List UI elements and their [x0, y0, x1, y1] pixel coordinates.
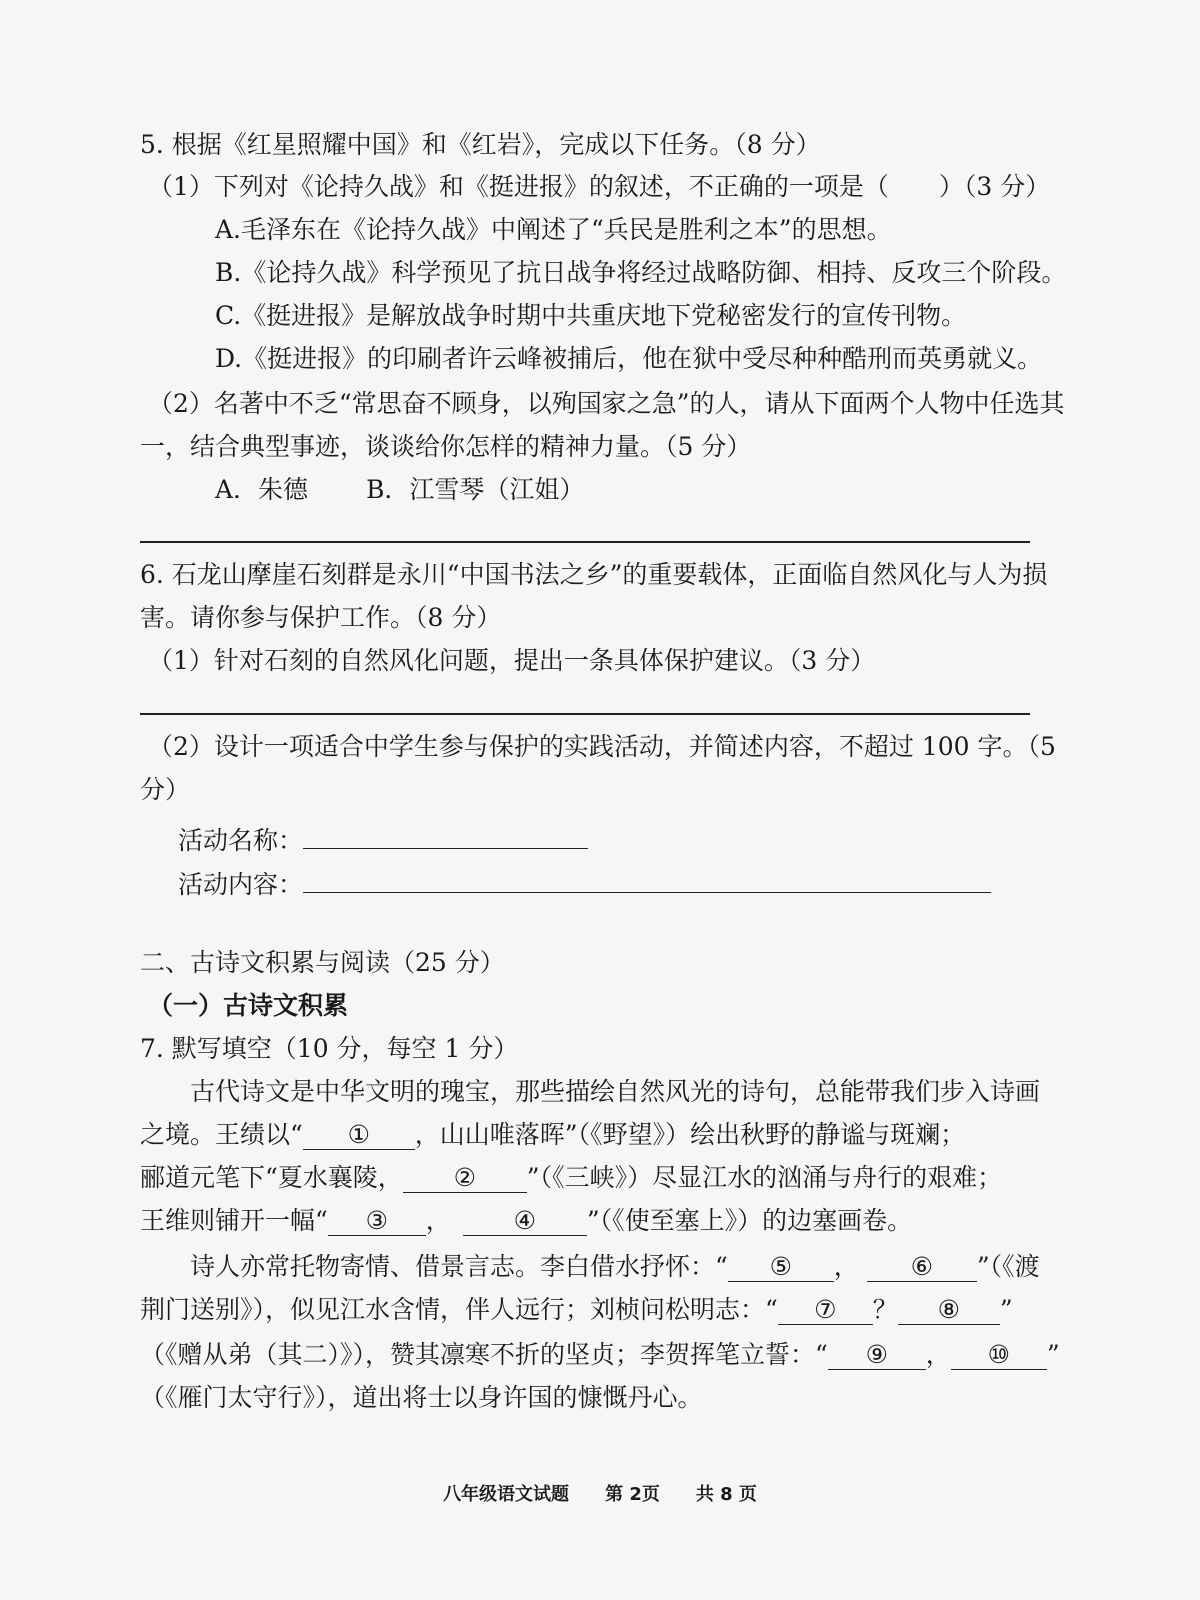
- blank-4[interactable]: ④: [463, 1205, 587, 1236]
- blank-3[interactable]: ③: [328, 1205, 426, 1236]
- q6-sub2-line1: （2）设计一项适合中学生参与保护的实践活动，并简述内容，不超过 100 字。（5: [148, 732, 1056, 761]
- q5-title: 5. 根据《红星照耀中国》和《红岩》，完成以下任务。（8 分）: [140, 130, 821, 159]
- q7-p2-l1: [190, 1250, 1200, 1284]
- activity-content-label: 活动内容：: [178, 870, 304, 899]
- blank-5[interactable]: ⑤: [728, 1251, 834, 1282]
- text-segment: ”: [999, 1295, 1013, 1324]
- activity-name-row: [178, 818, 1200, 858]
- text-segment: ”: [1046, 1340, 1060, 1369]
- blank-2[interactable]: ②: [403, 1162, 527, 1193]
- q6-line1: 6. 石龙山摩崖石刻群是永川“中国书法之乡”的重要载体，正面临自然风化与人为损: [140, 560, 1048, 589]
- footer-subject: 八年级语文试题: [443, 1484, 570, 1505]
- q7-title: 7. 默写填空（10 分，每空 1 分）: [140, 1034, 519, 1063]
- choice-b: B．江雪琴（江姐）: [366, 475, 585, 504]
- q7-p1-l2: [140, 1118, 1200, 1152]
- text-segment: 之境。王绩以“: [140, 1120, 303, 1149]
- q7-p2-l4: （《雁门太守行》），道出将士以身许国的慷慨丹心。: [140, 1383, 703, 1412]
- footer-total: 共 8 页: [695, 1484, 757, 1505]
- text-segment: ”（《使至塞上》）的边塞画卷。: [586, 1206, 913, 1235]
- text-segment: ，: [425, 1206, 451, 1235]
- answer-line-q6-1[interactable]: [140, 713, 1030, 715]
- q6-line2: 害。请你参与保护工作。（8 分）: [140, 603, 502, 632]
- footer-page: 第 2页: [605, 1484, 660, 1505]
- q7-p1-l4: [140, 1204, 1200, 1238]
- q5-sub2-line2: 一，结合典型事迹，谈谈给你怎样的精神力量。（5 分）: [140, 432, 752, 461]
- page-footer: [0, 1480, 1200, 1506]
- q5-option-d: D.《挺进报》的印刷者许云峰被捕后，他在狱中受尽种种酷刑而英勇就义。: [215, 344, 1043, 373]
- text-segment: ，: [833, 1252, 859, 1281]
- q5-choices: [215, 473, 1200, 507]
- q6-sub1: （1）针对石刻的自然风化问题，提出一条具体保护建议。（3 分）: [148, 646, 876, 675]
- text-segment: 郦道元笔下“夏水襄陵，: [140, 1163, 403, 1192]
- activity-content-row: [178, 862, 1200, 902]
- q7-p2-l2: [140, 1293, 1200, 1327]
- text-segment: ”（《渡: [976, 1252, 1040, 1281]
- answer-line-q5[interactable]: [140, 541, 1030, 543]
- text-segment: 诗人亦常托物寄情、借景言志。李白借水抒怀：“: [190, 1252, 728, 1281]
- blank-8[interactable]: ⑧: [898, 1294, 1000, 1325]
- choice-a: A．朱德: [215, 475, 309, 504]
- blank-7[interactable]: ⑦: [778, 1294, 873, 1325]
- q7-p1-l1: 古代诗文是中华文明的瑰宝，那些描绘自然风光的诗句，总能带我们步入诗画: [190, 1077, 1041, 1106]
- q5-sub2-line1: （2）名著中不乏“常思奋不顾身，以殉国家之急”的人，请从下面两个人物中任选其: [148, 389, 1065, 418]
- q7-p1-l3: [140, 1161, 1200, 1195]
- text-segment: （《赠从弟（其二）》），赞其凛寒不折的坚贞；李贺挥笔立誓：“: [140, 1340, 828, 1369]
- q5-option-c: C.《挺进报》是解放战争时期中共重庆地下党秘密发行的宣传刊物。: [215, 301, 967, 330]
- blank-6[interactable]: ⑥: [867, 1251, 977, 1282]
- q5-sub1: [148, 170, 1200, 204]
- text-segment: ”（《三峡》）尽显江水的汹涌与舟行的艰难；: [526, 1163, 1003, 1192]
- blank-10[interactable]: ⑩: [951, 1339, 1047, 1370]
- text-segment: ，: [925, 1340, 951, 1369]
- q5-option-b: B.《论持久战》科学预见了抗日战争将经过战略防御、相持、反攻三个阶段。: [215, 258, 1067, 287]
- q7-p2-l3: [140, 1338, 1200, 1372]
- section2-title: 二、古诗文积累与阅读（25 分）: [140, 948, 505, 977]
- q5-sub1-text: （1）下列对《论持久战》和《挺进报》的叙述，不正确的一项是（ ）（3 分）: [148, 172, 1051, 201]
- blank-1[interactable]: ①: [303, 1119, 415, 1150]
- section2-part1: （一）古诗文积累: [148, 991, 349, 1020]
- blank-9[interactable]: ⑨: [828, 1339, 926, 1370]
- activity-name-blank[interactable]: [303, 818, 588, 849]
- text-segment: ，山山唯落晖”（《野望》）绘出秋野的静谧与斑斓；: [414, 1120, 966, 1149]
- activity-name-label: 活动名称：: [178, 826, 304, 855]
- text-segment: ？: [872, 1295, 898, 1324]
- q6-sub2-line2: 分）: [140, 775, 191, 804]
- text-segment: 王维则铺开一幅“: [140, 1206, 328, 1235]
- q5-option-a: A.毛泽东在《论持久战》中阐述了“兵民是胜利之本”的思想。: [215, 215, 892, 244]
- activity-content-blank[interactable]: [303, 862, 991, 893]
- text-segment: 荆门送别》），似见江水含情，伴人远行；刘桢问松明志：“: [140, 1295, 778, 1324]
